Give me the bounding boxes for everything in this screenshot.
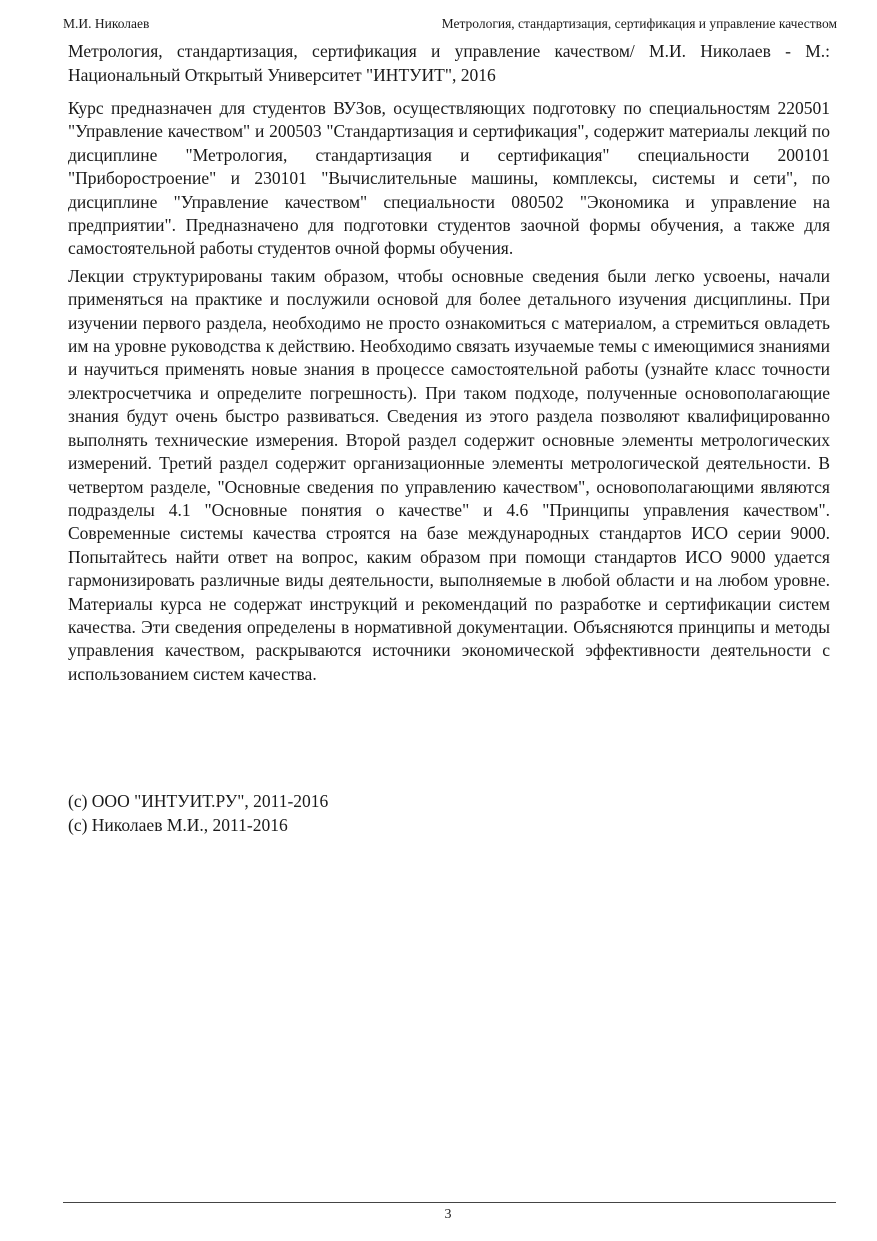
header-title: Метрология, стандартизация, сертификация и управление качеством — [441, 16, 837, 31]
header-author: М.И. Николаев — [63, 16, 150, 31]
copyright-line: (c) Николаев М.И., 2011-2016 — [68, 815, 288, 835]
page-header — [63, 14, 837, 34]
paragraph-lecture-structure: Лекции структурированы таким образом, чтобы основные сведения были легко усвоены, начали применяться на практике и послужили основой для более детального изучения дисциплины. При изучении первого раздела, необходимо не просто ознакомиться с материалом, а стремиться овладеть им на уровне руководства к действию. Необходимо связать изучаемые темы с имеющимися знаниями и научиться применять новые знания в процессе самостоятельной работы (узнайте класс точности электросчетчика и определите погрешность). При таком подходе, полученные основополагающие знания будут очень быстро развиваться. Сведения из этого раздела позволяют квалифицированно выполнять технические измерения. Второй раздел содержит основные элементы метрологических измерений. Третий раздел содержит организационные элементы метрологической деятельности. В четвертом разделе, "Основные сведения по управлению качеством", основополагающими являются подразделы 4.1 "Основные понятия о качестве" и 4.6 "Принципы управления качеством". Современные системы качества строятся на базе международных стандартов ИСО серии 9000. Попытайтесь найти ответ на вопрос, каким образом при помощи стандартов ИСО 9000 удается гармонизировать различные виды деятельности, выполняемые в любой области и на любом уровне. Материалы курса не содержат инструкций и рекомендаций по разработке и сертификации систем качества. Эти сведения определены в нормативной документации. Объясняются принципы и методы управления качеством, раскрываются источники экономической эффективности деятельности с использованием систем качества. — [68, 265, 830, 684]
copyright-line: (c) ООО "ИНТУИТ.РУ", 2011-2016 — [68, 791, 329, 811]
footer-divider — [63, 1202, 836, 1203]
paragraph-course-purpose: Курс предназначен для студентов ВУЗов, осуществляющих подготовку по специальностям 220501 "Управление качеством" и 200503 "Стандартизация и сертификация", содержит материалы лекций по дисциплине "Метрология, стандартизация и сертификация" специальности 200101 "Приборостроение" и 230101 "Вычислительные машины, комплексы, системы и сети", по дисциплине "Управление качеством" специальности 080502 "Экономика и управление на предприятии". Предназначено для подготовки студентов заочной формы обучения, а также для самостоятельной работы студентов очной формы обучения. — [68, 98, 830, 259]
page-number: 3 — [444, 1207, 452, 1222]
annotation-body — [68, 97, 830, 690]
citation: Метрология, стандартизация, сертификация и управление качеством/ М.И. Николаев - М.: Национальный Открытый Университет "ИНТУИТ", 2016 — [68, 41, 830, 85]
copyright-block — [68, 789, 830, 837]
